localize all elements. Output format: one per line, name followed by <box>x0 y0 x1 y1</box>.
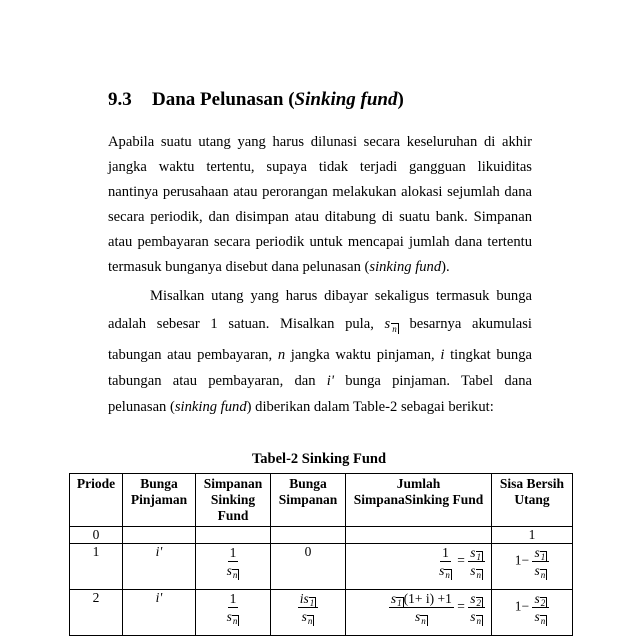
column-header: Simpanan Sinking Fund <box>196 474 271 527</box>
paragraph-1-line: Apabila suatu utang yang harus dilunasi secara keseluruhan di akhir <box>108 134 532 150</box>
jumlah-cell: $\frac{1}{s_n}$ = $\frac{s_1}{s_n}$ <box>346 544 492 590</box>
paragraph-1-line: secara periodik, dan disimpan atau ditabung di suatu bank. Simpanan <box>108 209 532 225</box>
section-heading <box>108 89 404 111</box>
symbol-s-n: s $_n$ <box>384 316 397 334</box>
paragraph-1-line: nantinya perusahaan atau perorangan melakukan alokasi sejumlah dana <box>108 184 532 200</box>
sisa-cell: 1− $\frac{s_1}{s_n}$ <box>492 544 573 590</box>
paragraph-1-last-line: termasuk bunganya disebut dana pelunasan (sinking fund). <box>108 259 450 275</box>
period-cell: 0 <box>70 527 123 544</box>
section-number: 9.3 <box>108 89 132 110</box>
sinking-fund-table <box>69 473 573 636</box>
section-title: Dana Pelunasan (Sinking fund) <box>152 89 404 110</box>
column-header: Jumlah SimpanaSinking Fund <box>346 474 492 527</box>
interest-cell: i' <box>123 544 196 590</box>
column-header: Priode <box>70 474 123 527</box>
column-header: Bunga Pinjaman <box>123 474 196 527</box>
paragraph-2-line-4: tabungan atau pembayaran, dan i' bunga pinjaman. Tabel dana <box>108 373 532 389</box>
table-row <box>70 590 573 636</box>
paragraph-2-line-2: adalah sebesar 1 satuan. Misalkan pula, s $_n$ besarnya akumulasi <box>108 316 532 334</box>
jumlah-cell: $\frac{s_1 (1+ i) +1}{s_n}$ = $\frac{s_2}{s_n}$ <box>346 590 492 636</box>
sisa-cell: 1− $\frac{s_2}{s_n}$ <box>492 590 573 636</box>
paragraph-1-line: jangka waktu tertentu, supaya tidak terjadi gangguan likuiditas <box>108 159 532 175</box>
period-cell: 2 <box>70 590 123 636</box>
interest-cell <box>123 527 196 544</box>
column-header: Sisa Bersih Utang <box>492 474 573 527</box>
interest-cell: i' <box>123 590 196 636</box>
bunga-cell <box>271 527 346 544</box>
column-header: Bunga Simpanan <box>271 474 346 527</box>
table-row <box>70 527 573 544</box>
jumlah-cell <box>346 527 492 544</box>
deposit-cell <box>196 527 271 544</box>
table-header-row <box>70 474 573 527</box>
table-row <box>70 544 573 590</box>
deposit-cell: $\frac{1}{s_n}$ <box>196 590 271 636</box>
bunga-cell: $\frac{is_1}{s_n}$ <box>271 590 346 636</box>
table-caption: Tabel-2 Sinking Fund <box>251 451 387 467</box>
paragraph-2-line-3: tabungan atau pembayaran, n jangka waktu pinjaman, i tingkat bunga <box>108 347 532 363</box>
paragraph-1-line: atau pembayaran secara periodik untuk mencapai jumlah dana tertentu <box>108 234 532 250</box>
sisa-cell: 1 <box>492 527 573 544</box>
deposit-cell: $\frac{1}{s_n}$ <box>196 544 271 590</box>
paragraph-2-line-5: pelunasan (sinking fund) diberikan dalam Table-2 sebagai berikut: <box>108 399 494 415</box>
paragraph-2-line-1: Misalkan utang yang harus dibayar sekaligus termasuk bunga <box>150 288 532 304</box>
period-cell: 1 <box>70 544 123 590</box>
bunga-cell: 0 <box>271 544 346 590</box>
